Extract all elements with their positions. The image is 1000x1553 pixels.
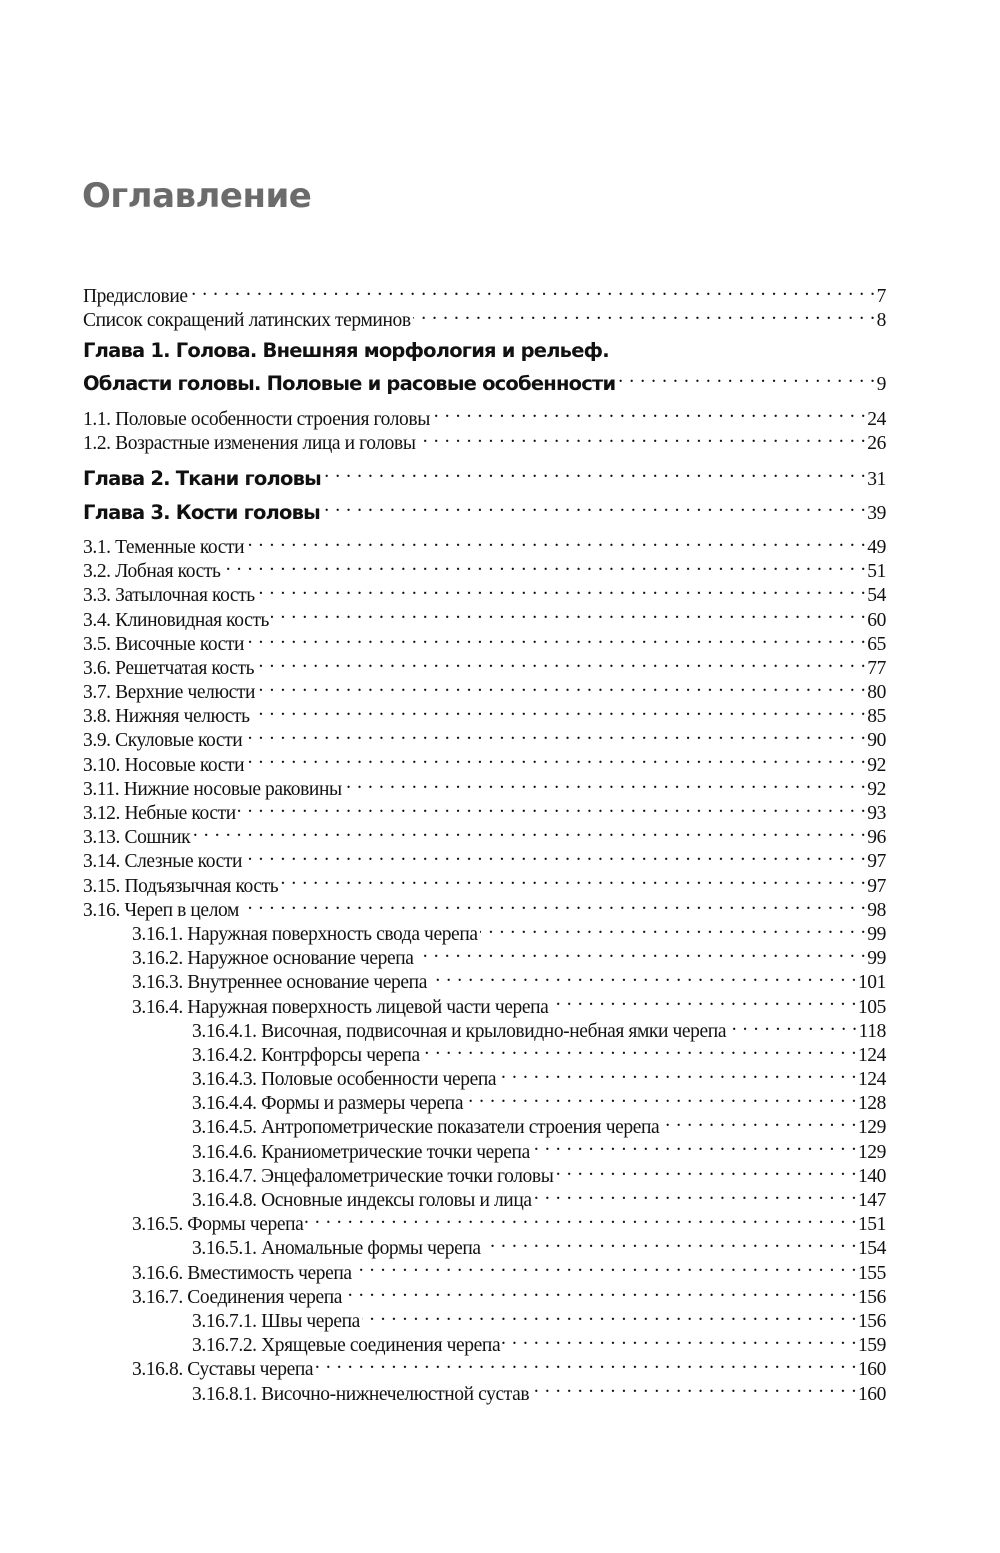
toc-entry-label: 3.7. Верхние челюсти bbox=[83, 681, 257, 705]
toc-entry-page: 99 bbox=[867, 923, 886, 945]
dot-leader bbox=[252, 698, 867, 722]
toc-entry-label: 3.16.7.2. Хрящевые соединения черепа bbox=[192, 1334, 502, 1358]
dot-leader bbox=[190, 278, 876, 302]
toc-entry-page: 105 bbox=[857, 996, 886, 1018]
dot-leader bbox=[246, 626, 866, 650]
toc-entry-page: 159 bbox=[857, 1335, 886, 1357]
toc-entry-label: 3.8. Нижняя челюсть bbox=[83, 705, 252, 729]
toc-entry-label: 3.16.4.7. Энцефалометрические точки головы bbox=[192, 1165, 555, 1189]
dot-leader bbox=[422, 1037, 857, 1061]
toc-entry-page: 98 bbox=[867, 899, 886, 921]
toc-entry-label: 3.2. Лобная кость bbox=[83, 560, 222, 584]
toc-entry-page: 147 bbox=[857, 1190, 886, 1211]
toc-entry[interactable] bbox=[83, 746, 886, 776]
toc-entry-label: Список сокращений латинских терминов bbox=[83, 309, 413, 333]
toc-entry[interactable] bbox=[83, 1109, 886, 1139]
toc-entry-label: 3.16.2. Наружное основание черепа bbox=[132, 947, 416, 971]
toc-entry-page: 160 bbox=[857, 1383, 886, 1405]
toc-entry[interactable] bbox=[83, 1375, 886, 1405]
dot-leader bbox=[238, 795, 867, 819]
toc-entry-label: 3.13. Сошник bbox=[83, 826, 192, 850]
toc-chapter-2[interactable] bbox=[83, 459, 886, 490]
chapter-page: 31 bbox=[867, 468, 886, 490]
toc-entry-page: 101 bbox=[857, 972, 886, 994]
toc-entry-label: 3.16. Череп в целом bbox=[83, 899, 241, 923]
toc-entry-page: 97 bbox=[867, 851, 886, 873]
toc-entry[interactable] bbox=[83, 626, 886, 655]
toc-entry[interactable] bbox=[83, 529, 886, 558]
toc-entry-label: 3.16.4.2. Контрфорсы черепа bbox=[192, 1044, 422, 1068]
chapter-title: Глава 3. Кости головы bbox=[83, 500, 321, 524]
toc-entry-label: 3.4. Клиновидная кость bbox=[83, 609, 271, 633]
dot-leader bbox=[555, 1158, 857, 1182]
toc-entry-label: 3.16.3. Внутреннее основание черепа bbox=[132, 971, 429, 995]
dot-leader bbox=[429, 964, 857, 988]
dot-leader bbox=[246, 529, 866, 553]
dot-leader bbox=[498, 1061, 857, 1085]
dot-leader bbox=[192, 819, 866, 843]
toc-entry-label: 3.16.4.8. Основные индексы головы и лица bbox=[192, 1189, 534, 1213]
dot-leader bbox=[257, 577, 867, 601]
toc-entry[interactable] bbox=[83, 1327, 886, 1357]
toc-entry-page: 24 bbox=[867, 408, 886, 430]
toc-entry[interactable] bbox=[83, 843, 886, 873]
toc-entry-page: 156 bbox=[857, 1286, 886, 1308]
dot-leader bbox=[322, 493, 866, 519]
toc-entry-page: 85 bbox=[867, 706, 886, 728]
toc-entry-page: 8 bbox=[876, 310, 886, 332]
toc-entry-label: 1.1. Половые особенности строения головы bbox=[83, 408, 432, 432]
dot-leader bbox=[244, 843, 866, 867]
toc-entry-label: 3.16.6. Вместимость черепа bbox=[132, 1262, 354, 1286]
dot-leader bbox=[256, 650, 866, 674]
dot-leader bbox=[465, 1085, 857, 1109]
dot-leader bbox=[550, 988, 857, 1012]
dot-leader bbox=[480, 916, 867, 940]
toc-entry-page: 49 bbox=[867, 536, 886, 558]
toc-entry-page: 124 bbox=[857, 1069, 886, 1091]
toc-entry-label: 3.15. Подъязычная кость bbox=[83, 875, 280, 899]
toc-entry[interactable] bbox=[83, 1037, 886, 1066]
toc-entry-page: 51 bbox=[867, 561, 886, 583]
dot-leader bbox=[323, 459, 866, 485]
dot-leader bbox=[432, 400, 866, 424]
toc-entry-label: 3.16.5.1. Аномальные формы черепа bbox=[192, 1237, 483, 1261]
dot-leader bbox=[661, 1109, 857, 1133]
dot-leader bbox=[502, 1327, 857, 1351]
toc-entry[interactable] bbox=[83, 916, 886, 945]
page-title: Оглавление bbox=[82, 176, 312, 216]
toc-entry-label: 3.9. Скуловые кости bbox=[83, 729, 244, 753]
toc-entry[interactable] bbox=[83, 1085, 886, 1115]
dot-leader bbox=[246, 746, 866, 770]
toc-entry-label: 3.16.4.3. Половые особенности черепа bbox=[192, 1068, 498, 1092]
toc-entry-label: Предисловие bbox=[83, 285, 190, 309]
toc-entry-page: 92 bbox=[867, 754, 886, 776]
toc-chapter-1[interactable] bbox=[83, 338, 886, 396]
chapter-3-sections bbox=[83, 529, 886, 1405]
toc-entry-page: 140 bbox=[857, 1165, 886, 1187]
toc-entry[interactable] bbox=[83, 577, 886, 607]
toc-entry-label: 3.16.4.1. Височная, подвисочная и крыловидно-небная ямки черепа bbox=[192, 1020, 728, 1044]
toc-entry-page: 26 bbox=[867, 432, 886, 454]
toc-entry-label: 3.16.7.1. Швы черепа bbox=[192, 1310, 362, 1334]
dot-leader bbox=[244, 722, 866, 746]
toc-entry-page: 124 bbox=[857, 1044, 886, 1066]
toc-chapter-3[interactable] bbox=[83, 493, 886, 524]
toc-entry[interactable] bbox=[83, 1279, 886, 1308]
toc-entry-page: 129 bbox=[857, 1117, 886, 1139]
toc-entry[interactable] bbox=[83, 867, 886, 897]
toc-entry-label: 3.16.1. Наружная поверхность свода черепа bbox=[132, 923, 480, 947]
toc-entry-page: 156 bbox=[857, 1310, 886, 1332]
table-of-contents bbox=[83, 278, 886, 1405]
dot-leader bbox=[418, 425, 867, 449]
toc-entry[interactable] bbox=[83, 1182, 886, 1211]
chapter-page: 9 bbox=[876, 374, 886, 396]
dot-leader bbox=[280, 867, 866, 891]
toc-entry-page: 92 bbox=[867, 778, 886, 800]
toc-entry-1-1[interactable] bbox=[83, 400, 886, 430]
toc-entry[interactable] bbox=[83, 795, 886, 824]
toc-entry[interactable] bbox=[83, 771, 886, 800]
toc-entry[interactable] bbox=[83, 1133, 886, 1163]
toc-entry[interactable] bbox=[83, 1158, 886, 1187]
toc-entry-label: 3.16.5. Формы черепа bbox=[132, 1213, 305, 1237]
toc-entry[interactable] bbox=[83, 1254, 886, 1284]
toc-entry-label: 3.3. Затылочная кость bbox=[83, 584, 257, 608]
dot-leader bbox=[532, 1133, 857, 1157]
dot-leader bbox=[222, 553, 866, 577]
toc-entry-label: 3.1. Теменные кости bbox=[83, 536, 246, 560]
dot-leader bbox=[416, 940, 867, 964]
dot-leader bbox=[534, 1182, 857, 1206]
toc-entry[interactable] bbox=[83, 1303, 886, 1332]
toc-entry[interactable] bbox=[83, 1206, 886, 1236]
toc-entry-label: 3.16.4.5. Антропометрические показатели строения черепа bbox=[192, 1116, 661, 1140]
dot-leader bbox=[315, 1351, 857, 1375]
toc-entry-page: 99 bbox=[867, 948, 886, 970]
toc-entry-label: 3.5. Височные кости bbox=[83, 633, 246, 657]
toc-entry[interactable] bbox=[83, 819, 886, 849]
dot-leader bbox=[271, 601, 866, 625]
toc-entry[interactable] bbox=[83, 698, 886, 728]
dot-leader bbox=[531, 1375, 857, 1399]
toc-entry[interactable] bbox=[83, 892, 886, 921]
chapter-title-line-1: Глава 1. Голова. Внешняя морфология и рельеф. bbox=[83, 339, 609, 363]
toc-entry[interactable] bbox=[83, 601, 886, 631]
toc-entry-page: 54 bbox=[867, 585, 886, 607]
toc-entry-page: 160 bbox=[857, 1359, 886, 1381]
toc-entry-label: 3.14. Слезные кости bbox=[83, 850, 244, 874]
toc-entry-label: 3.16.4. Наружная поверхность лицевой части черепа bbox=[132, 996, 550, 1020]
toc-entry-label: 3.12. Небные кости bbox=[83, 802, 238, 826]
toc-entry[interactable] bbox=[83, 964, 886, 994]
toc-entry-label: 3.16.7. Соединения черепа bbox=[132, 1286, 344, 1310]
toc-entry[interactable] bbox=[83, 553, 886, 583]
dot-leader bbox=[354, 1254, 857, 1278]
toc-entry-1-2[interactable] bbox=[83, 425, 886, 454]
dot-leader bbox=[728, 1013, 858, 1037]
toc-entry[interactable] bbox=[83, 940, 886, 970]
toc-entry-page: 77 bbox=[867, 657, 886, 679]
dot-leader bbox=[617, 364, 875, 390]
toc-entry-page: 97 bbox=[867, 875, 886, 897]
toc-entry-page: 7 bbox=[876, 286, 886, 308]
toc-entry-page: 129 bbox=[857, 1141, 886, 1163]
chapter-title: Глава 2. Ткани головы bbox=[83, 466, 321, 490]
toc-entry-page: 65 bbox=[867, 633, 886, 655]
toc-entry[interactable] bbox=[83, 988, 886, 1018]
toc-entry-label: 1.2. Возрастные изменения лица и головы bbox=[83, 432, 418, 456]
toc-entry-page: 154 bbox=[857, 1238, 886, 1260]
toc-entry-page: 155 bbox=[857, 1262, 886, 1284]
toc-entry[interactable] bbox=[83, 1013, 886, 1042]
toc-entry[interactable] bbox=[83, 1061, 886, 1091]
toc-entry-label: 3.6. Решетчатая кость bbox=[83, 657, 256, 681]
toc-entry[interactable] bbox=[83, 1351, 886, 1381]
dot-leader bbox=[257, 674, 866, 698]
toc-entry[interactable] bbox=[83, 722, 886, 752]
toc-entry[interactable] bbox=[83, 650, 886, 679]
dot-leader bbox=[483, 1230, 857, 1254]
toc-entry-label: 3.16.4.4. Формы и размеры черепа bbox=[192, 1092, 465, 1116]
toc-entry[interactable] bbox=[83, 1230, 886, 1260]
toc-entry-preface[interactable] bbox=[83, 278, 886, 308]
toc-entry-page: 60 bbox=[867, 609, 886, 631]
dot-leader bbox=[305, 1206, 857, 1230]
dot-leader bbox=[344, 1279, 857, 1303]
chapter-title-line-2: Области головы. Половые и расовые особенности bbox=[83, 372, 616, 396]
toc-entry-page: 151 bbox=[857, 1214, 886, 1236]
toc-entry-label: 3.16.8. Суставы черепа bbox=[132, 1358, 315, 1382]
toc-entry-label: 3.11. Нижние носовые раковины bbox=[83, 778, 344, 802]
toc-entry-label: 3.10. Носовые кости bbox=[83, 754, 246, 778]
toc-entry[interactable] bbox=[83, 674, 886, 704]
dot-leader bbox=[413, 302, 876, 326]
dot-leader bbox=[344, 771, 867, 795]
toc-entry-page: 80 bbox=[867, 682, 886, 704]
toc-entry-label: 3.16.4.6. Краниометрические точки черепа bbox=[192, 1141, 532, 1165]
dot-leader bbox=[241, 892, 866, 916]
toc-entry-abbreviations[interactable] bbox=[83, 302, 886, 332]
toc-entry-page: 118 bbox=[858, 1020, 886, 1042]
chapter-page: 39 bbox=[867, 502, 886, 524]
toc-entry-page: 90 bbox=[867, 730, 886, 752]
toc-entry-page: 96 bbox=[867, 827, 886, 849]
toc-entry-page: 128 bbox=[857, 1093, 886, 1115]
toc-entry-label: 3.16.8.1. Височно-нижнечелюстной сустав bbox=[192, 1383, 531, 1407]
dot-leader bbox=[362, 1303, 857, 1327]
toc-entry-page: 93 bbox=[867, 803, 886, 824]
